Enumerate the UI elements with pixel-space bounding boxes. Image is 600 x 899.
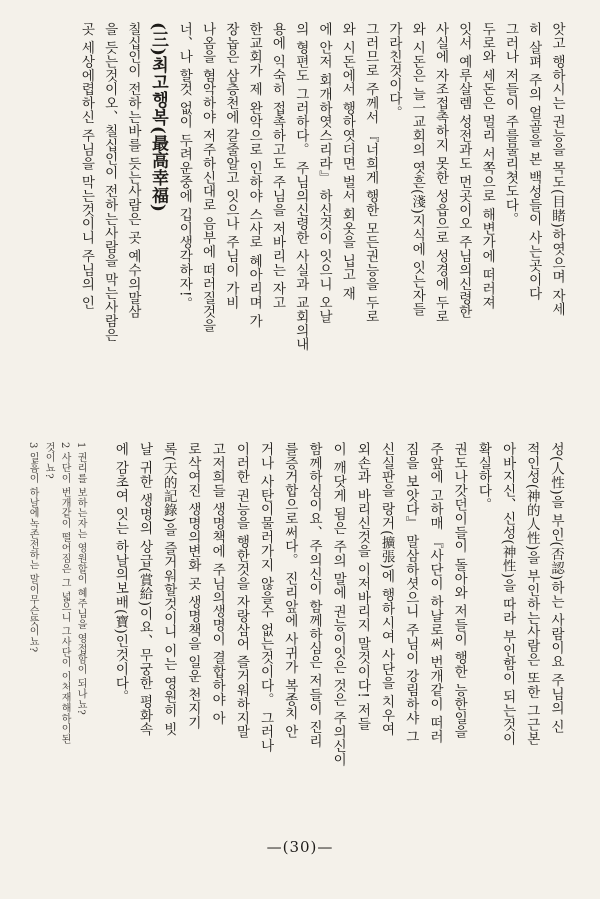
text-column: 와 시돈에서 행하엿더면 벌서 회옷을 닙고 재 [339,22,356,301]
text-column: 성(人性)을 부인(否認)하는 사람이요 주님의 신 [548,442,564,734]
text-column: 한교회가 제 완악으로 인하야 스사로 혜아리며 가 [246,22,263,329]
text-column: 로삭여진 생명의변화 곳 생명책을 일운 천지기 [184,442,201,730]
page-number: —(30)— [266,838,334,856]
text-column: 장놉은 삼층천에 갈줄알고 잇으나 주님이 가비 [222,22,239,310]
text-column: 와 시돈은 늘一교회의 엿흔(淺)지식에 잇는자들 [409,22,426,317]
text-column: 용에 익숙히 접촉하고도 주님을 저바리는 자고 [269,22,286,310]
text-column: 적인성(神的人性)을 부인하는사람은 또한 그근본 [523,442,540,746]
text-column: 주앞에 고하매 『사단이 하날로써 번개같이 떠러 [426,442,443,744]
text-column: 을 듯는것이오、칠십인이 전하는사람을 막는사람은 [101,22,118,342]
text-column: 에 안저 회개하엿스리라』 하신것이 잇으니 오날 [316,22,333,324]
text-column: 사실에 자조접촉하지 못한 성읍으로 성경에 두로 [432,22,449,324]
text-column: 거나 사탄이물러가지 않을수 없는것이다。 그러나 [257,442,274,753]
text-column: 곳 세상에렵하신 주님을 막는것이니 주님의 인 [78,22,95,310]
text-column: 히 살펴 주의 얼골을 본 백성들이 사는곳이다 [525,22,542,301]
text-column: 신실판을 랑거(擴張)에 행하시여 사단을 치우여 [378,442,395,737]
text-column: 가라친것이다。 [385,22,402,120]
upper-text-block [56,22,568,427]
text-column: 고저희들 생명책에 주님의생명이 결합하야 아 [209,442,226,725]
text-column: 함께하심이요、주의신이 함께하심은 저들이 진리 [305,442,322,748]
text-column: 너、나 할것 없이 두려운중에 깁이생각하자!。 [176,22,193,311]
lower-text-block [27,442,568,822]
text-column: 두로와 세돈은 멀리 서쪽으로 해변가에 떠러져 [479,22,496,310]
text-column: 확실하다。 [475,442,492,512]
text-column: 아바지신、신성(神性)을 따라 부인함이 되는것이 [499,442,516,746]
text-column: 그러나 저들이 주를물리쳣도다。 [502,22,519,226]
review-question: 3 일흠이 하날에녹존전하는 말이무슨뜻이뇨? [27,442,39,653]
text-column: 권도나갓던이들이 돌아와 저들이 행한 능한일을 [451,442,468,739]
text-column: 록(天的記錄)을 즐거워할것이니 이는 영원히 빗 [160,442,177,737]
text-column: 칠십인이 전하는바를 듯는사람은 곳 예수의말삼 [124,22,141,319]
text-column: 잇서 예루살렘 성전과도 먼곳이오 주님의신령한 [455,22,472,319]
text-column: 짐을 보앗다』 말삼하셧으니 주님이 강림하샤 그 [402,442,419,744]
text-column: 이러한 권능을 행한것을 자랑삼어 즐거워하지말 [233,442,250,739]
section-heading: (三)최고행복(最高幸福) [147,22,168,213]
text-column: 앗고 행하시는 권능을 목도(目睹)하엿으며 자세 [549,22,565,317]
text-column: 에 감초여 잇는 하날의보배(寶)인것이다。 [112,442,129,704]
text-column [88,442,108,822]
review-question: 것이뇨? [43,442,55,479]
review-question: 1 권리를 보하는자는 영원할이 혜주님을 영접함이 되나뇨? [75,442,87,716]
review-question: 2 사단이 번개같이 떨어짐은 그 넓으니 그사단이 이처재해하이된 [59,442,71,745]
text-column: 의 형편도 그러하다。 주님의신령한 사실과 교회의내 [292,22,309,352]
text-column: 외손과 바리신것을 이저바리지 말것이다! 저들 [354,442,371,731]
text-column: 이 깨닷게 됨은 주의 말에 권능이잇은 것은 주의신이 [330,442,347,767]
text-column: 를증거합으로써다。 진리앞에 사귀가 복종치 안 [281,442,298,739]
text-column: 그러므로 주께서 『너희게 행한 모든권능을 두로 [362,22,379,324]
text-column: 나옴을 혐악하야 저주하신대로 음부에 떠러질것을 [199,22,216,333]
text-column: 날 귀한 생명의 상급(賞給)이요、무궁한 평화속 [136,442,153,737]
